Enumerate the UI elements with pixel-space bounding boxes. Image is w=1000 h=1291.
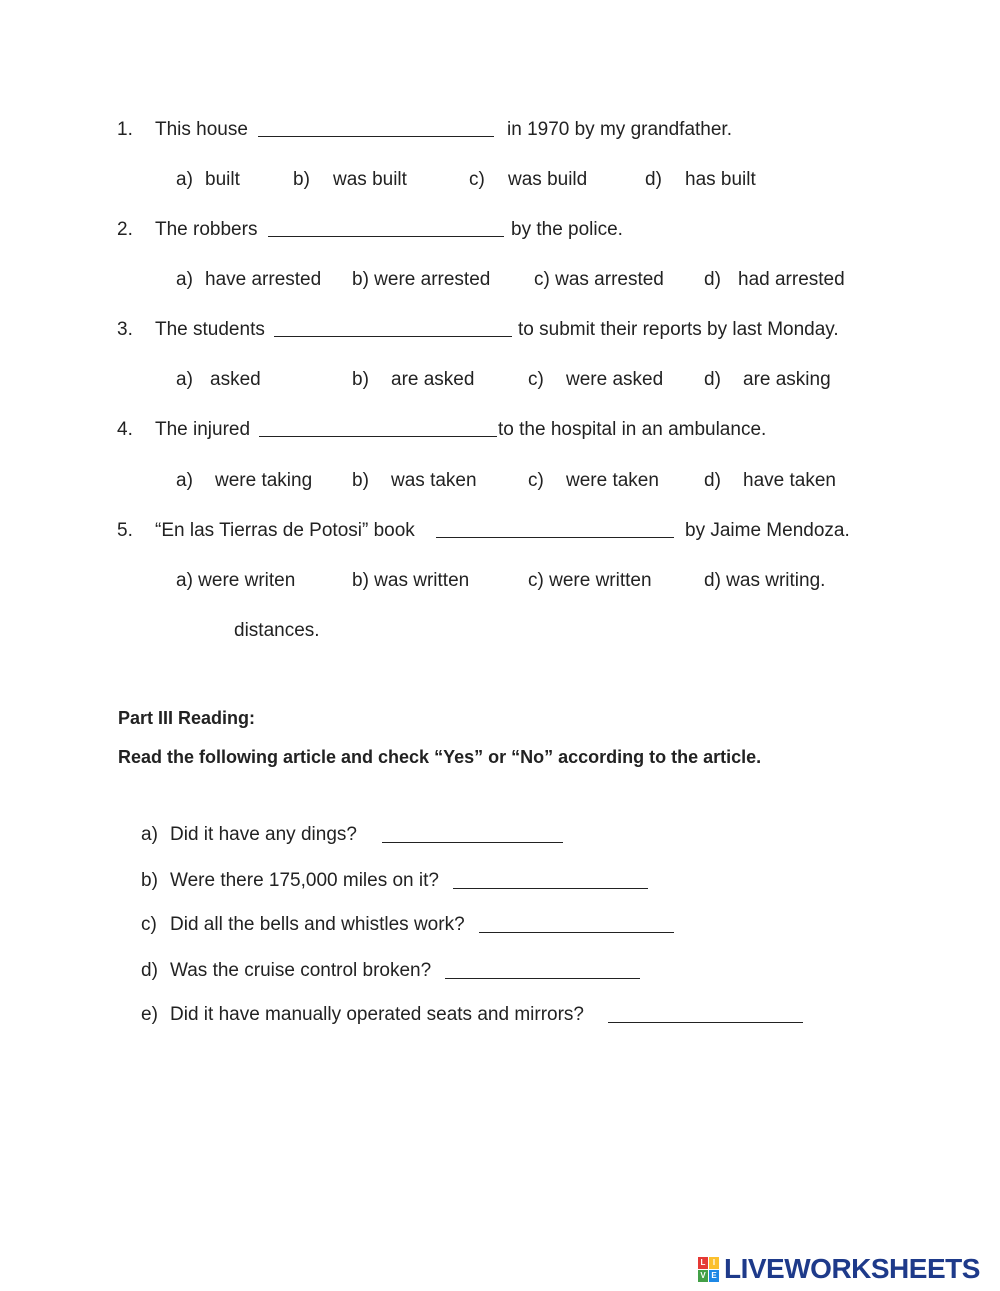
item-text: Were there 175,000 miles on it? (170, 870, 439, 891)
option-label: b) (293, 169, 310, 190)
answer-input-1[interactable] (258, 114, 498, 138)
liveworksheets-logo (698, 1255, 993, 1285)
option-text[interactable]: have taken (743, 470, 836, 491)
question-text: The students (155, 319, 265, 340)
option-text[interactable]: has built (685, 169, 756, 190)
question-text-end: by Jaime Mendoza. (685, 520, 850, 541)
option-text[interactable]: were taken (566, 470, 659, 491)
option-text[interactable]: built (205, 169, 240, 190)
option-label: d) (704, 369, 721, 390)
question-number: 5. (117, 520, 133, 541)
logo-cell: L (698, 1257, 708, 1269)
answer-input-c[interactable] (479, 910, 678, 934)
option-text[interactable]: was taken (391, 470, 477, 491)
answer-input-b[interactable] (453, 866, 652, 890)
answer-input-e[interactable] (608, 1000, 807, 1024)
question-text: This house (155, 119, 248, 140)
item-text: Was the cruise control broken? (170, 960, 432, 981)
option-text[interactable]: was build (508, 169, 588, 190)
option-text[interactable]: b) was written (352, 570, 470, 591)
item-letter: d) (141, 960, 158, 981)
section-title: Part III Reading: (118, 708, 256, 728)
option-label: c) (528, 369, 544, 390)
option-label: d) (704, 470, 721, 491)
option-label: d) (645, 169, 662, 190)
question-text-end: in 1970 by my grandfather. (507, 119, 732, 140)
question-text: “En las Tierras de Potosi” book (155, 520, 415, 541)
option-label: b) (352, 470, 369, 491)
option-text[interactable]: asked (210, 369, 261, 390)
question-text: The robbers (155, 219, 258, 240)
item-letter: a) (141, 824, 158, 845)
option-label: c) (528, 470, 544, 491)
item-letter: c) (141, 914, 157, 935)
question-number: 1. (117, 119, 133, 140)
stray-text: distances. (234, 620, 320, 641)
option-text[interactable]: was built (333, 169, 407, 190)
option-text[interactable]: are asking (743, 369, 831, 390)
answer-input-5[interactable] (436, 515, 678, 539)
question-number: 4. (117, 419, 133, 440)
item-text: Did it have manually operated seats and mirrors? (170, 1004, 584, 1025)
option-text[interactable]: c) were written (528, 570, 652, 591)
logo-cell: V (698, 1270, 708, 1282)
option-text[interactable]: had arrested (738, 269, 845, 290)
question-text-end: by the police. (511, 219, 623, 240)
section-instruction: Read the following article and check “Yes” or “No” according to the article. (118, 747, 762, 767)
question-text-end: to submit their reports by last Monday. (518, 319, 839, 340)
answer-input-a[interactable] (382, 820, 567, 844)
option-label: d) (704, 269, 721, 290)
option-text[interactable]: a) were writen (176, 570, 296, 591)
option-text[interactable]: have arrested (205, 269, 322, 290)
option-text[interactable]: were asked (566, 369, 664, 390)
answer-input-4[interactable] (259, 414, 501, 438)
question-text: The injured (155, 419, 251, 440)
option-label: a) (176, 369, 193, 390)
logo-mark (698, 1257, 720, 1283)
option-label: b) (352, 369, 369, 390)
option-text[interactable]: are asked (391, 369, 475, 390)
question-number: 3. (117, 319, 133, 340)
item-letter: e) (141, 1004, 158, 1025)
logo-text: LIVEWORKSHEETS (724, 1253, 980, 1284)
option-text[interactable]: were taking (215, 470, 313, 491)
option-text[interactable]: b) were arrested (352, 269, 491, 290)
logo-cell: E (709, 1270, 719, 1282)
option-label: a) (176, 470, 193, 491)
answer-input-2[interactable] (268, 214, 508, 238)
question-text-end: to the hospital in an ambulance. (498, 419, 767, 440)
logo-cell: I (709, 1257, 719, 1269)
option-label: c) (469, 169, 485, 190)
item-text: Did all the bells and whistles work? (170, 914, 465, 935)
answer-input-d[interactable] (445, 956, 644, 980)
option-text[interactable]: d) was writing. (704, 570, 826, 591)
item-letter: b) (141, 870, 158, 891)
option-label: a) (176, 169, 193, 190)
option-text[interactable]: c) was arrested (534, 269, 664, 290)
option-label: a) (176, 269, 193, 290)
answer-input-3[interactable] (274, 314, 516, 338)
item-text: Did it have any dings? (170, 824, 357, 845)
question-number: 2. (117, 219, 133, 240)
